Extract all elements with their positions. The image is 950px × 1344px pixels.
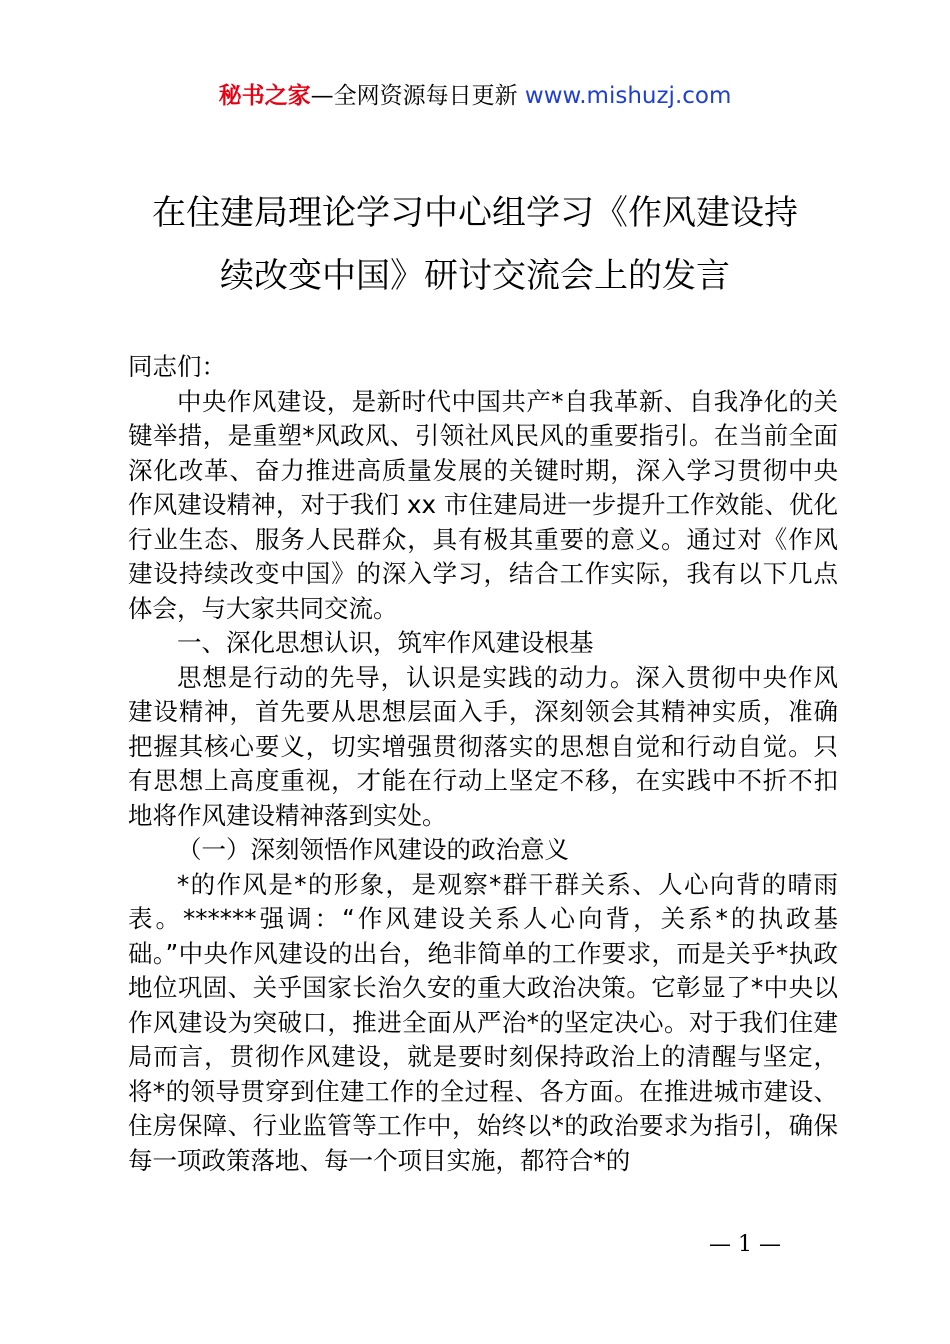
header-tagline: —全网资源每日更新: [310, 83, 518, 109]
subsection-1-paragraph: *的作风是*的形象，是观察*群干群关系、人心向背的晴雨表。******强调：“作风建设关系人心向背，关系*的执政基础。”中央作风建设的出台，绝非简单的工作要求，而是关乎*执政地位巩固、关乎国家长治久安的重大政治决策。它彰显了*中央以作风建设为突破口，推进全面从严治*的坚定决心。对于我们住建局而言，贯彻作风建设，就是要时刻保持政治上的清醒与坚定，将*的领导贯穿到住建工作的全过程、各方面。在推进城市建设、住房保障、行业监管等工作中，始终以*的政治要求为指引，确保每一项政策落地、每一个项目实施，都符合*的: [128, 869, 838, 1175]
title-line-1: 在住建局理论学习中心组学习《作风建设持: [152, 193, 798, 233]
brand-name: 秘书之家: [218, 83, 311, 109]
site-url-link[interactable]: www.mishuzj.com: [524, 83, 732, 109]
section-1-paragraph: 思想是行动的先导，认识是实践的动力。深入贯彻中央作风建设精神，首先要从思想层面入手，深刻领会其精神实质，准确把握其核心要义，切实增强贯彻落实的思想自觉和行动自觉。只有思想上高度重视，才能在行动上坚定不移，在实践中不折不扣地将作风建设精神落到实处。: [128, 662, 838, 830]
page-number: — 1 —: [709, 1232, 781, 1257]
subsection-heading-1: （一）深刻领悟作风建设的政治意义: [177, 835, 569, 864]
title-line-2: 续改变中国》研讨交流会上的发言: [220, 256, 730, 296]
document-body: [128, 350, 838, 1178]
site-header: [0, 80, 950, 112]
salutation: 同志们：: [128, 352, 226, 381]
document-title: [100, 182, 850, 308]
intro-paragraph: 中央作风建设，是新时代中国共产*自我革新、自我净化的关键举措，是重塑*风政风、引领社风民风的重要指引。在当前全面深化改革、奋力推进高质量发展的关键时期，深入学习贯彻中央作风建设精神，对于我们 xx 市住建局进一步提升工作效能、优化行业生态、服务人民群众，具有极其重要的意义。通过对《作风建设持续改变中国》的深入学习，结合工作实际，我有以下几点体会，与大家共同交流。: [128, 386, 838, 623]
section-heading-1: 一、深化思想认识，筑牢作风建设根基: [177, 628, 594, 657]
